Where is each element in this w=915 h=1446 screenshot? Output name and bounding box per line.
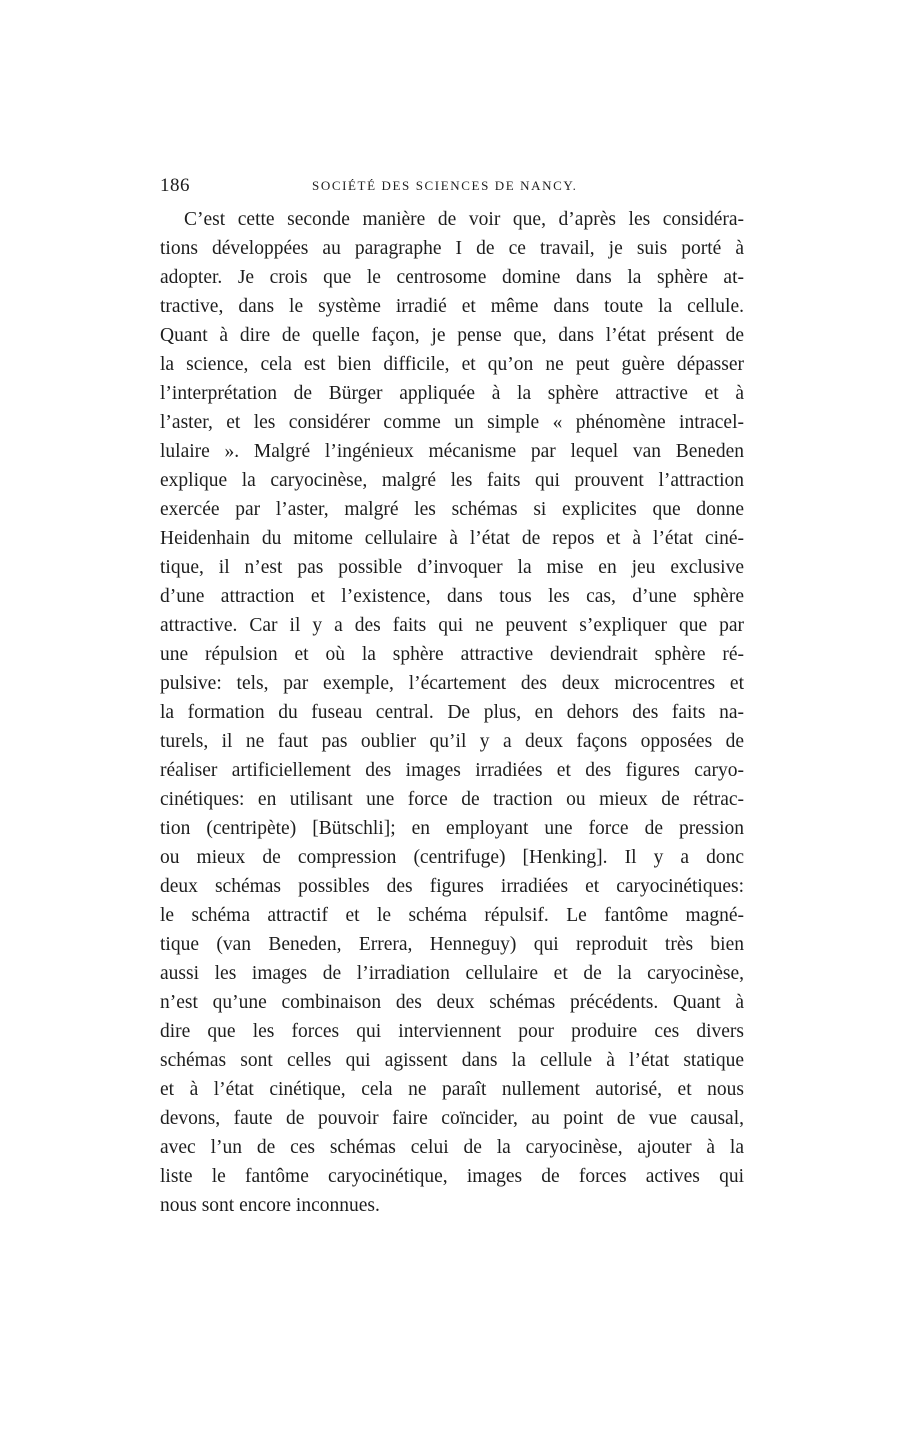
text-line: dire que les forces qui interviennent pour produire ces divers [160, 1021, 744, 1042]
text-line: lulaire ». Malgré l’ingénieux mécanisme par lequel van Beneden [160, 441, 744, 462]
text-line: tique, il n’est pas possible d’invoquer la mise en jeu exclusive [160, 557, 744, 578]
text-line: le schéma attractif et le schéma répulsif. Le fantôme magné- [160, 905, 744, 926]
text-line: la science, cela est bien difficile, et qu’on ne peut guère dépasser [160, 354, 744, 375]
text-line: exercée par l’aster, malgré les schémas si explicites que donne [160, 499, 744, 520]
text-line: cinétiques: en utilisant une force de traction ou mieux de rétrac- [160, 789, 744, 810]
text-line: et à l’état cinétique, cela ne paraît nullement autorisé, et nous [160, 1079, 744, 1100]
text-line: tique (van Beneden, Errera, Henneguy) qui reproduit très bien [160, 934, 744, 955]
text-line: liste le fantôme caryocinétique, images de forces actives qui [160, 1166, 744, 1187]
text-line: d’une attraction et l’existence, dans tous les cas, d’une sphère [160, 586, 744, 607]
text-line: C’est cette seconde manière de voir que, d’après les considéra- [184, 209, 744, 230]
text-line: l’interprétation de Bürger appliquée à la sphère attractive et à [160, 383, 744, 404]
journal-title: SOCIÉTÉ DES SCIENCES DE NANCY. [312, 178, 578, 193]
text-line: explique la caryocinèse, malgré les faits qui prouvent l’attraction [160, 470, 744, 491]
text-line: nous sont encore inconnues. [160, 1195, 380, 1216]
text-line: devons, faute de pouvoir faire coïncider, au point de vue causal, [160, 1108, 744, 1129]
text-line: Quant à dire de quelle façon, je pense que, dans l’état présent de [160, 325, 744, 346]
text-line: tion (centripète) [Bütschli]; en employant une force de pression [160, 818, 744, 839]
text-line: l’aster, et les considérer comme un simple « phénomène intracel- [160, 412, 744, 433]
text-line: pulsive: tels, par exemple, l’écartement des deux microcentres et [160, 673, 744, 694]
text-line: Heidenhain du mitome cellulaire à l’état de repos et à l’état ciné- [160, 528, 744, 549]
running-head [160, 175, 744, 199]
text-line: réaliser artificiellement des images irradiées et des figures caryo- [160, 760, 744, 781]
text-line: n’est qu’une combinaison des deux schémas précédents. Quant à [160, 992, 744, 1013]
text-line: attractive. Car il y a des faits qui ne peuvent s’expliquer que par [160, 615, 744, 636]
page-number: 186 [160, 175, 190, 196]
text-line: avec l’un de ces schémas celui de la caryocinèse, ajouter à la [160, 1137, 744, 1158]
text-line: turels, il ne faut pas oublier qu’il y a deux façons opposées de [160, 731, 744, 752]
text-line: une répulsion et où la sphère attractive deviendrait sphère ré- [160, 644, 744, 665]
body-paragraph [160, 205, 744, 1220]
text-line: aussi les images de l’irradiation cellulaire et de la caryocinèse, [160, 963, 744, 984]
text-line: tions développées au paragraphe I de ce travail, je suis porté à [160, 238, 744, 259]
text-line: tractive, dans le système irradié et même dans toute la cellule. [160, 296, 744, 317]
text-line: la formation du fuseau central. De plus, en dehors des faits na- [160, 702, 744, 723]
text-line: ou mieux de compression (centrifuge) [Henking]. Il y a donc [160, 847, 744, 868]
text-line: adopter. Je crois que le centrosome domine dans la sphère at- [160, 267, 744, 288]
text-line: deux schémas possibles des figures irradiées et caryocinétiques: [160, 876, 744, 897]
text-line: schémas sont celles qui agissent dans la cellule à l’état statique [160, 1050, 744, 1071]
